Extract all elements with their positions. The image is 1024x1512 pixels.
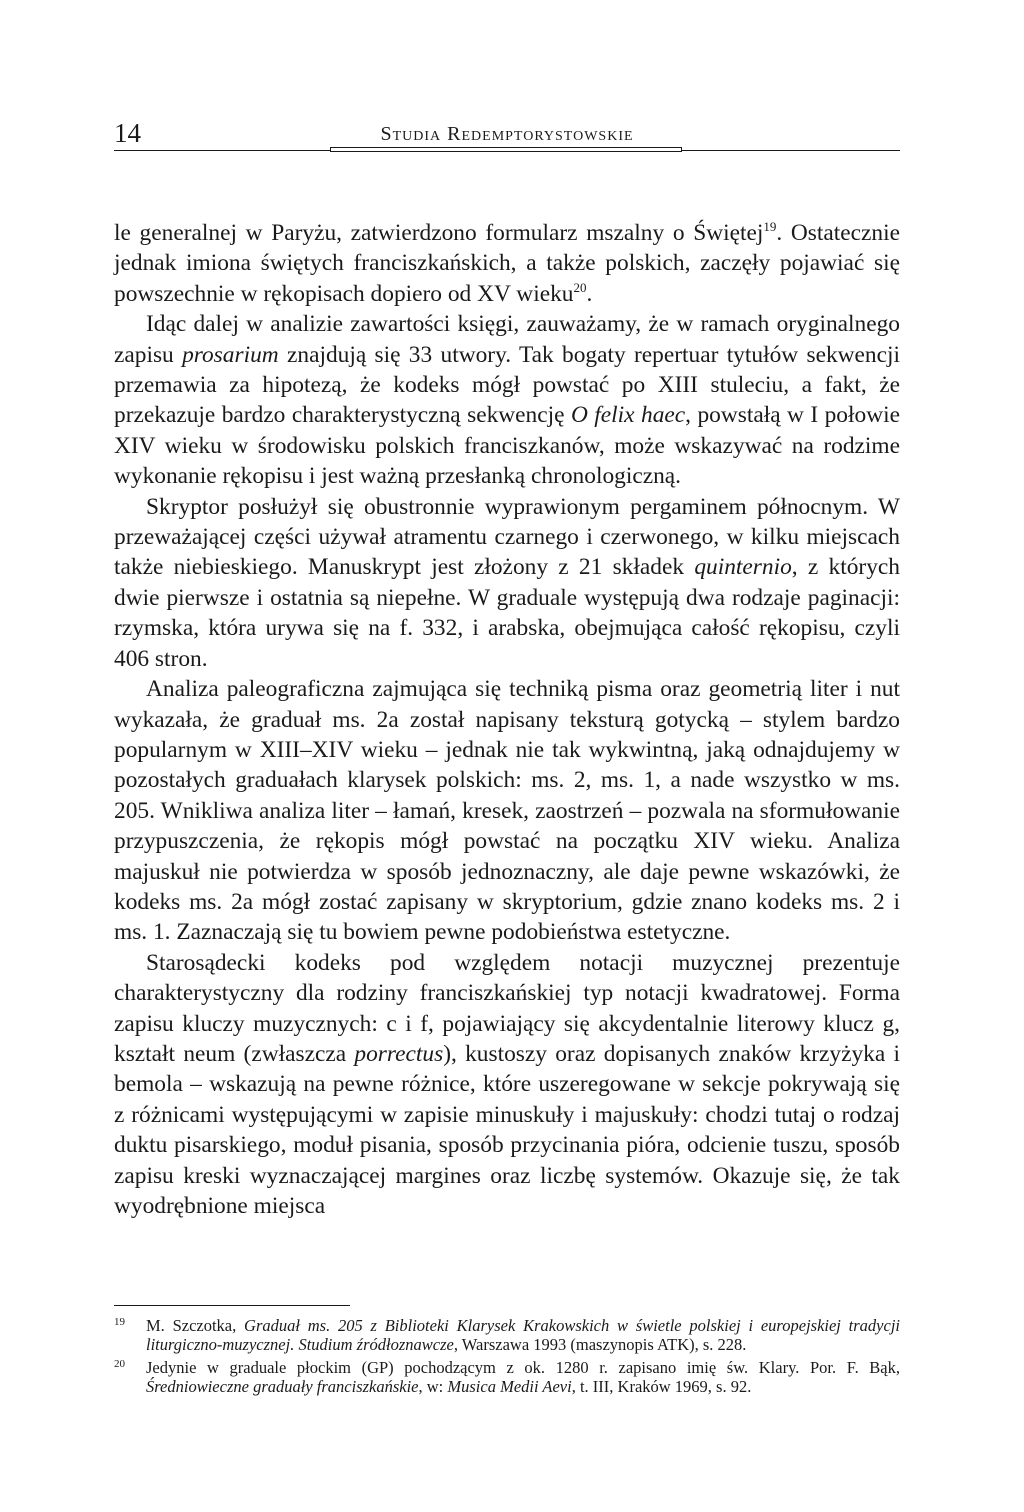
footnote-number: 20 (114, 1358, 125, 1370)
paragraph-3: Skryptor posłużył się obustronnie wyprawionym pergaminem północnym. W przeważającej części używał atramentu czarnego i czerwonego, w kilku miejscach także niebieskiego. Manuskrypt jest złożony z 21 składek quinternio, z których dwie pierwsze i ostatnia są niepełne. W graduale występują dwa rodzaje paginacji: rzymska, która urywa się na f. 332, i arabska, obejmująca całość rękopisu, czyli 406 stron. (114, 493, 900, 672)
italic-term: O felix haec (570, 402, 686, 429)
header-rule-ornament (330, 147, 682, 152)
running-header (114, 118, 900, 158)
paragraph-2: Idąc dalej w analizie zawartości księgi, zauważamy, że w ramach oryginalnego zapisu prosarium znajdują się 33 utwory. Tak bogaty repertuar tytułów sekwencji przemawia za hipotezą, że kodeks mógł powstać po XIII stuleciu, a fakt, że przekazuje bardzo charakterystyczną sekwencję O felix haec, powstałą w I połowie XIV wieku w środowisku polskich franciszkanów, może wskazywać na rodzime wykonanie rękopisu i jest ważną przesłanką chronologiczną. (114, 311, 900, 490)
footnote-ref-19[interactable]: 19 (763, 219, 777, 235)
italic-term: porrectus (354, 1040, 444, 1067)
paragraph-4: Analiza paleograficzna zajmująca się techniką pisma oraz geometrią liter i nut wykazała, że graduał ms. 2a został napisany teksturą gotycką – stylem bardzo popularnym w XIII–XIV wieku – jednak nie tak wykwintną, jaką odnajdujemy w pozostałych graduałach klarysek polskich: ms. 2, ms. 1, a nade wszystko w ms. 205. Wnikliwa analiza liter – łamań, kresek, zaostrzeń – pozwala na sformułowanie przypuszczenia, że rękopis mógł powstać na początku XIV wieku. Analiza majuskuł nie potwierdza w sposób jednoznaczny, ale daje pewne wskazówki, że kodeks ms. 2a mógł zostać zapisany w skryptorium, gdzie znano kodeks ms. 2 i ms. 1. Zaznaczają się tu bowiem pewne podobieństwa estetyczne. (114, 676, 900, 946)
italic-term: prosarium (182, 341, 279, 368)
footnote-number: 19 (114, 1316, 125, 1328)
footnote-19: 19 M. Szczotka, Graduał ms. 205 z Biblioteki Klarysek Krakowskich w świetle polskiej i europejskiej tradycji liturgiczno-muzycznej. Studium źródłoznawcze, Warszawa 1993 (maszynopis ATK), s. 228. (114, 1316, 900, 1354)
page-number: 14 (114, 118, 141, 148)
footnotes (114, 1316, 900, 1400)
body-text (114, 218, 900, 1221)
footnote-separator (114, 1305, 350, 1306)
footnote-20: 20 Jedynie w graduale płockim (GP) pochodzącym z ok. 1280 r. zapisano imię św. Klary. Por. F. Bąk, Średniowieczne graduały franciszkańskie, w: Musica Medii Aevi, t. III, Kraków 1969, s. 92. (114, 1358, 900, 1396)
footnote-ref-20[interactable]: 20 (573, 280, 587, 296)
paragraph-1: le generalnej w Paryżu, zatwierdzono formularz mszalny o Świętej$^{19}$. Ostatecznie jednak imiona świętych franciszkańskich, a także polskich, zaczęły pojawiać się powszechnie w rękopisach dopiero od XV wieku$^{20}$. (114, 219, 900, 307)
journal-title: Studia Redemptorystowskie (380, 123, 634, 145)
italic-term: quinternio (694, 554, 792, 581)
paragraph-5: Starosądecki kodeks pod względem notacji muzycznej prezentuje charakterystyczny dla rodziny franciszkańskiej typ notacji kwadratowej. Forma zapisu kluczy muzycznych: c i f, pojawiający się akcydentalnie literowy klucz g, kształt neum (zwłaszcza porrectus), kustoszy oraz dopisanych znaków krzyżyka i bemola – wskazują na pewne różnice, które uszeregowane w sekcje pokrywają się z różnicami występującymi w zapisie minuskuły i majuskuły: chodzi tutaj o rodzaj duktu pisarskiego, moduł pisania, sposób przycinania pióra, odcienie tuszu, sposób zapisu kreski wyznaczającej margines oraz liczbę systemów. Okazuje się, że tak wyodrębnione miejsca (114, 949, 900, 1219)
